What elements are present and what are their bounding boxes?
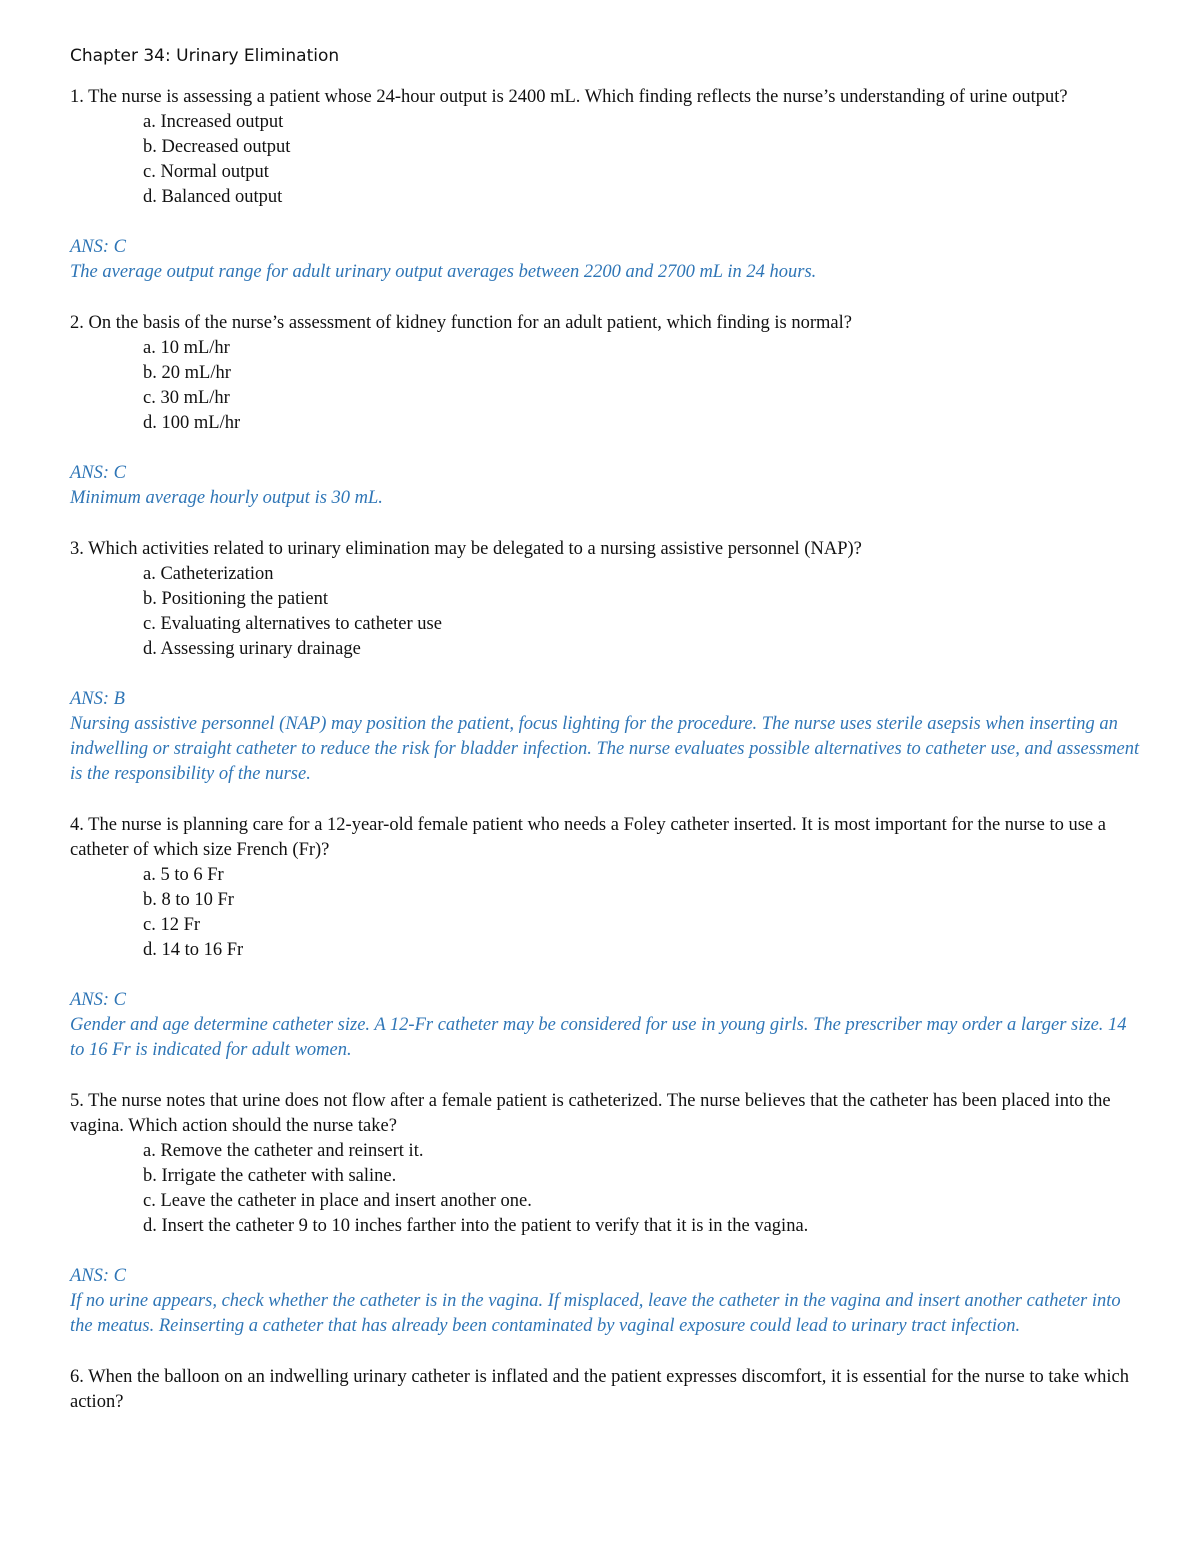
option-b: b. 8 to 10 Fr [143, 890, 234, 910]
answer-rationale: Gender and age determine catheter size. A 12-Fr catheter may be considered for use in young girls. The prescriber may order a larger size. 14 to 16 Fr is indicated for adult women. [70, 1015, 1127, 1060]
answer-rationale: If no urine appears, check whether the catheter is in the vagina. If misplaced, leave the catheter in the vagina and insert another catheter into the meatus. Reinserting a catheter that has already been contaminated by vaginal exposure could lead to urinary tract infection. [70, 1291, 1121, 1336]
answer-block [70, 461, 1140, 511]
answer-key: ANS: C [70, 990, 127, 1010]
option-d: d. 14 to 16 Fr [143, 940, 244, 960]
option-d: d. Balanced output [143, 187, 283, 207]
option-d: d. 100 mL/hr [143, 413, 241, 433]
option-a: a. Remove the catheter and reinsert it. [143, 1141, 424, 1161]
question-stem: 2. On the basis of the nurse’s assessment of kidney function for an adult patient, which finding is normal? [70, 313, 852, 333]
option-d: d. Insert the catheter 9 to 10 inches farther into the patient to verify that it is in the vagina. [143, 1216, 809, 1236]
option-a: a. 5 to 6 Fr [143, 865, 224, 885]
question-block [70, 1089, 1140, 1339]
option-b: b. Irrigate the catheter with saline. [143, 1166, 397, 1186]
answer-key: ANS: B [70, 689, 125, 709]
answer-rationale: Minimum average hourly output is 30 mL. [70, 488, 383, 508]
option-list [143, 562, 1140, 662]
question-stem: 1. The nurse is assessing a patient whose 24-hour output is 2400 mL. Which finding reflects the nurse’s understanding of urine output? [70, 87, 1068, 107]
answer-key: ANS: C [70, 1266, 127, 1286]
answer-block [70, 235, 1140, 285]
answer-key: ANS: C [70, 237, 127, 257]
option-b: b. Positioning the patient [143, 589, 328, 609]
question-block [70, 85, 1140, 285]
question-block [70, 537, 1140, 787]
answer-rationale: The average output range for adult urinary output averages between 2200 and 2700 mL in 24 hours. [70, 262, 817, 282]
option-a: a. Catheterization [143, 564, 274, 584]
question-stem: 6. When the balloon on an indwelling urinary catheter is inflated and the patient expresses discomfort, it is essential for the nurse to take which action? [70, 1367, 1129, 1412]
option-a: a. Increased output [143, 112, 284, 132]
question-stem: 4. The nurse is planning care for a 12-year-old female patient who needs a Foley catheter inserted. It is most important for the nurse to use a catheter of which size French (Fr)? [70, 815, 1106, 860]
answer-block [70, 988, 1140, 1063]
answer-block [70, 687, 1140, 787]
option-list [143, 110, 1140, 210]
option-b: b. Decreased output [143, 137, 291, 157]
question-block [70, 813, 1140, 1063]
question-block [70, 1365, 1140, 1415]
option-b: b. 20 mL/hr [143, 363, 231, 383]
question-stem: 3. Which activities related to urinary elimination may be delegated to a nursing assistive personnel (NAP)? [70, 539, 862, 559]
question-stem: 5. The nurse notes that urine does not flow after a female patient is catheterized. The nurse believes that the catheter has been placed into the vagina. Which action should the nurse take? [70, 1091, 1111, 1136]
option-c: c. Evaluating alternatives to catheter use [143, 614, 442, 634]
option-d: d. Assessing urinary drainage [143, 639, 361, 659]
option-list [143, 336, 1140, 436]
option-c: c. Normal output [143, 162, 269, 182]
option-list [143, 1139, 1140, 1239]
question-block [70, 311, 1140, 511]
answer-key: ANS: C [70, 463, 127, 483]
option-c: c. 30 mL/hr [143, 388, 230, 408]
option-c: c. 12 Fr [143, 915, 201, 935]
answer-rationale: Nursing assistive personnel (NAP) may position the patient, focus lighting for the procedure. The nurse uses sterile asepsis when inserting an indwelling or straight catheter to reduce the risk for bladder infection. The nurse evaluates possible alternatives to catheter use, and assessment is the responsibility of the nurse. [70, 714, 1140, 784]
option-c: c. Leave the catheter in place and insert another one. [143, 1191, 532, 1211]
option-a: a. 10 mL/hr [143, 338, 230, 358]
document-page [70, 44, 1140, 1441]
answer-block [70, 1264, 1140, 1339]
chapter-title: Chapter 34: Urinary Elimination [70, 46, 340, 66]
option-list [143, 863, 1140, 963]
